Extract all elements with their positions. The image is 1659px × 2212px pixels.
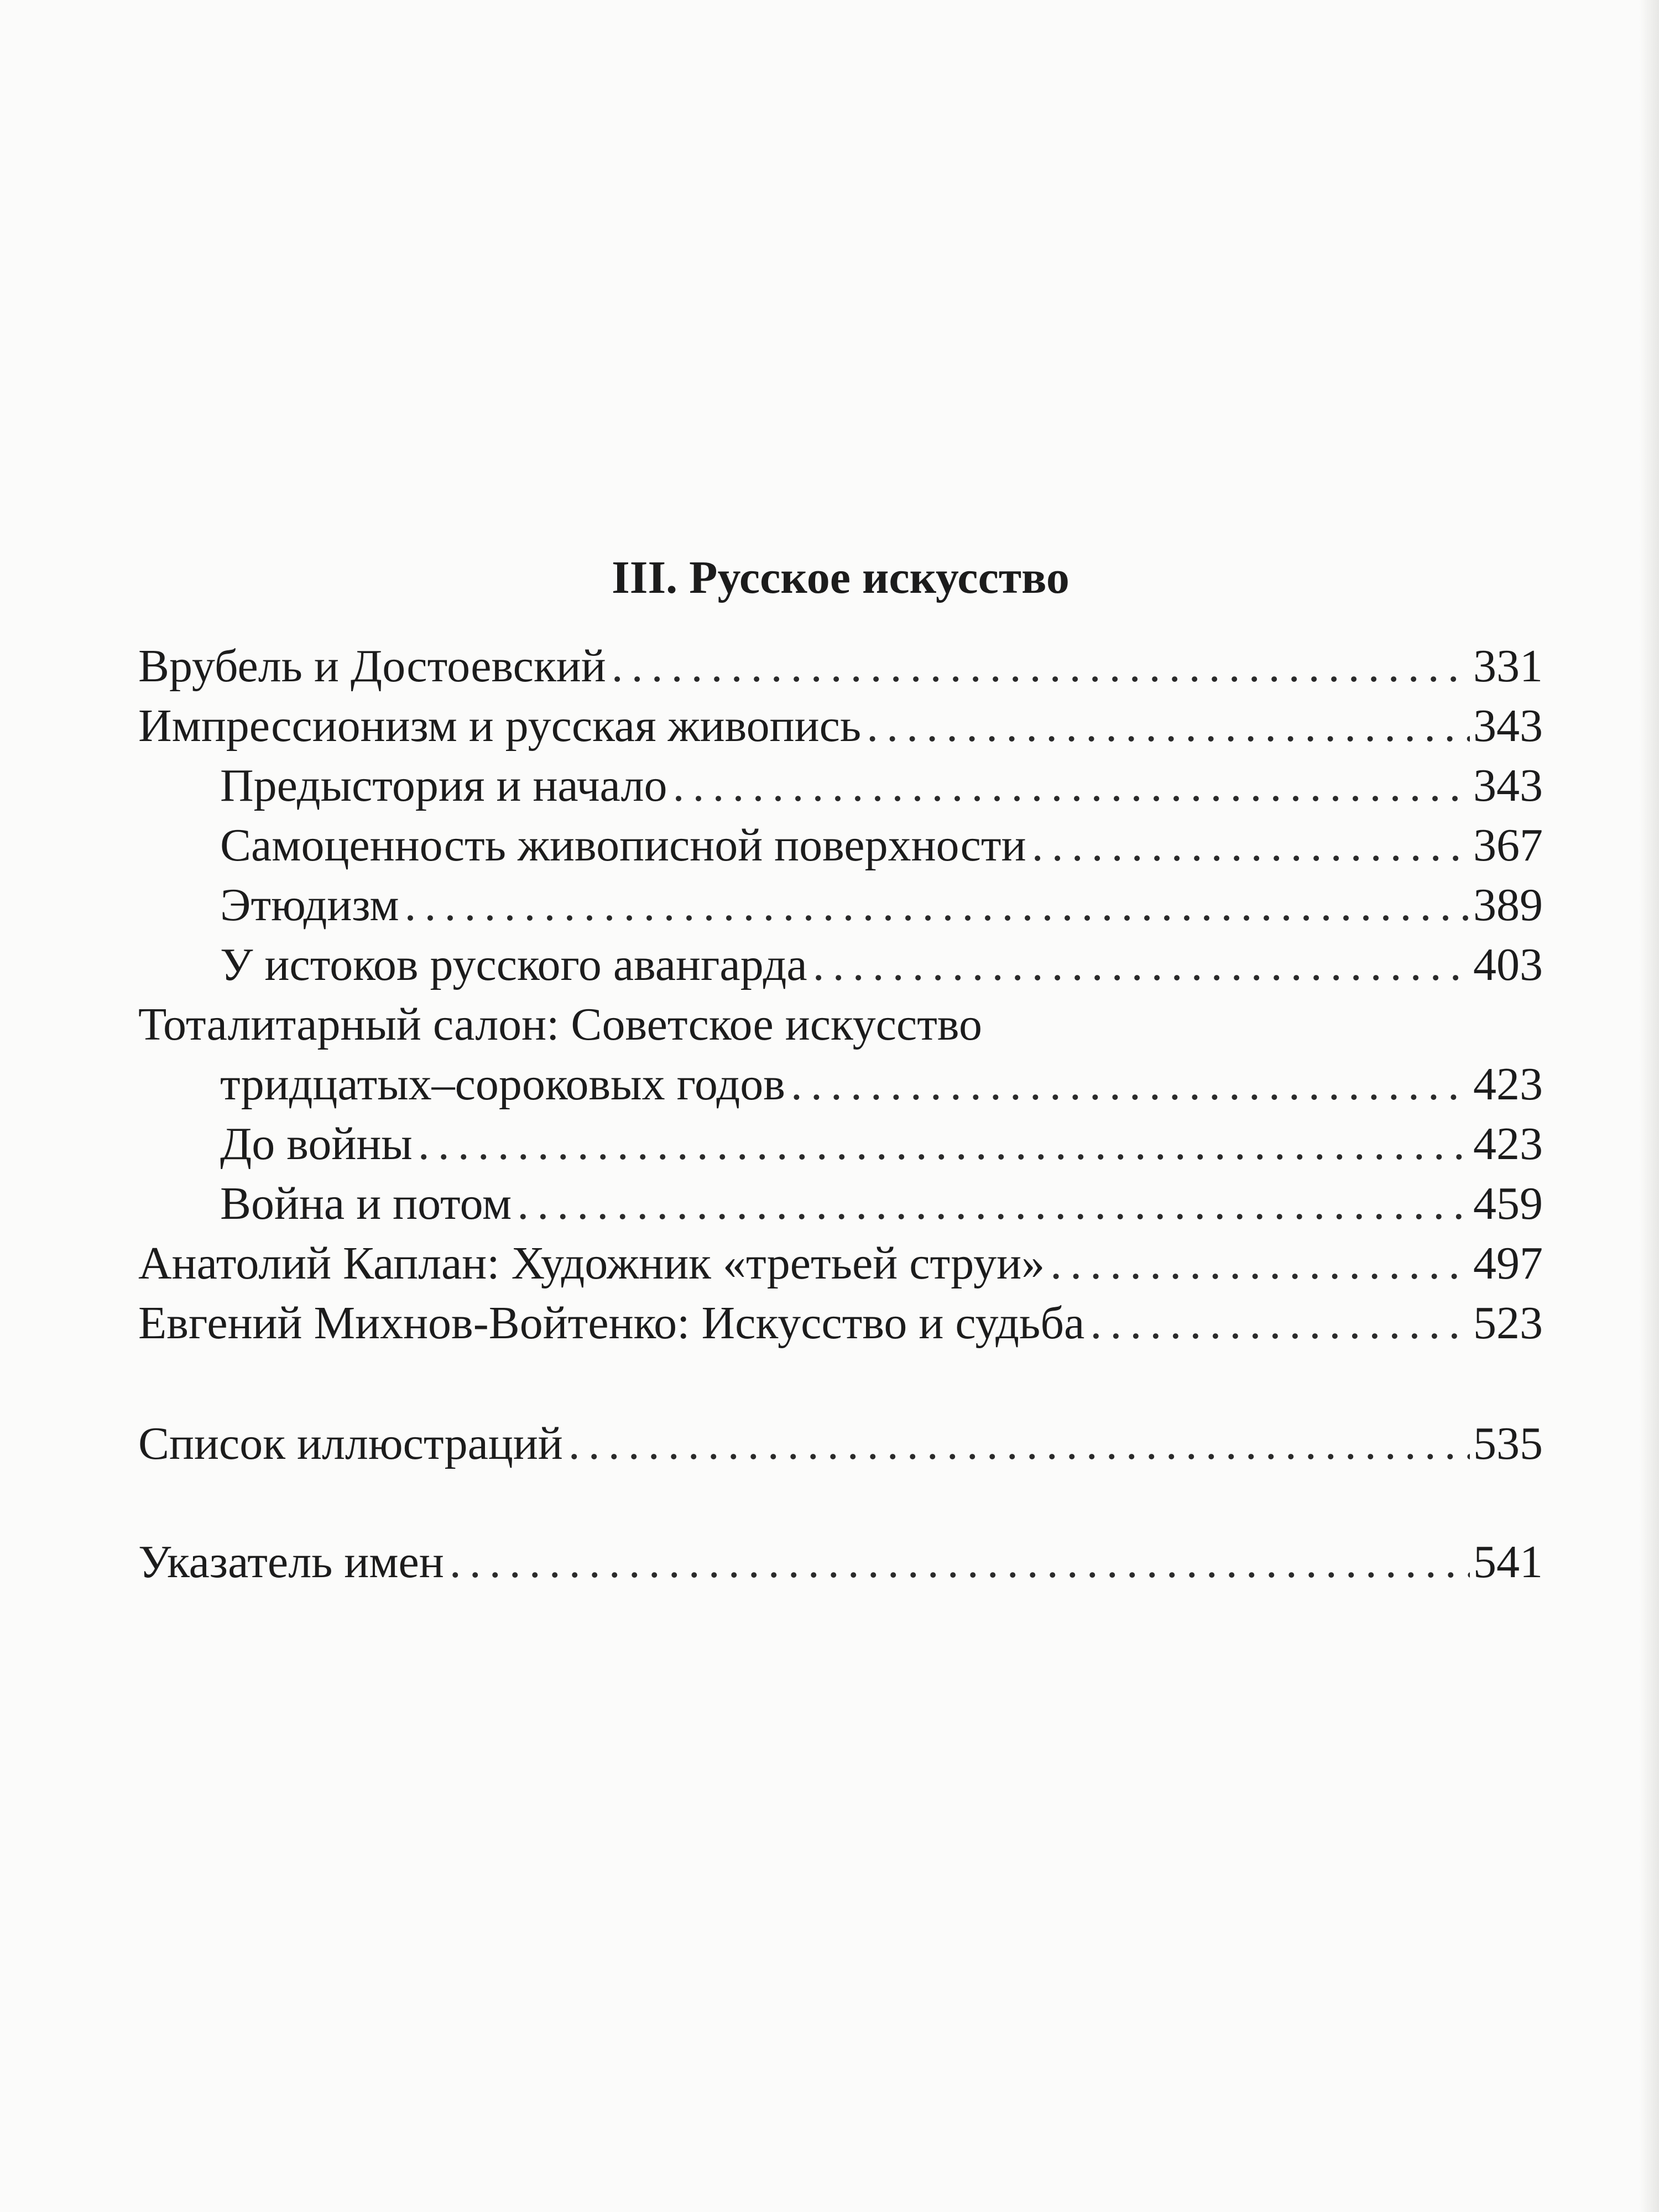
toc-entry-page: 331 (1473, 640, 1543, 692)
toc-subentry-etudism (220, 875, 1543, 936)
toc-subentry-avantgarde (220, 935, 1543, 995)
toc-entry-page: 403 (1473, 939, 1543, 990)
toc-entry-title: Импрессионизм и русская живопись (138, 700, 862, 752)
dot-leader (1032, 815, 1470, 876)
toc-entry-page: 497 (1473, 1238, 1543, 1289)
toc-entry-vrubel (138, 636, 1543, 697)
toc-entry-page: 423 (1473, 1118, 1543, 1170)
toc-entry-title: Тоталитарный салон: Советское искусство (138, 999, 982, 1050)
dot-leader (418, 1114, 1470, 1175)
toc-entry-page: 343 (1473, 760, 1543, 811)
toc-entry-page: 389 (1473, 879, 1543, 931)
toc-subentry-prehistory (220, 755, 1543, 816)
toc-entry-title: Евгений Михнов-Войтенко: Искусство и судьба (138, 1297, 1085, 1349)
toc-entry-title: Этюдизм (220, 879, 399, 931)
toc-entry-page: 367 (1473, 820, 1543, 871)
toc-entry-title: Война и потом (220, 1178, 512, 1229)
toc-entry-totalitarian-salon-cont (220, 1054, 1543, 1115)
toc-entry-title: До войны (220, 1118, 413, 1170)
dot-leader (791, 1054, 1470, 1115)
toc-entry-page: 535 (1473, 1418, 1543, 1469)
toc-entry-impressionism (138, 696, 1543, 757)
toc-entry-title: Врубель и Достоевский (138, 640, 606, 692)
toc-entry-title: Самоценность живописной поверхности (220, 820, 1026, 871)
dot-leader (450, 1532, 1470, 1593)
toc-entry-illustrations (138, 1413, 1543, 1474)
toc-entry-title: тридцатых–сороковых годов (220, 1058, 785, 1110)
toc-entry-page: 541 (1473, 1536, 1543, 1588)
toc-entry-title: Предыстория и начало (220, 760, 667, 811)
toc-entry-kaplan (138, 1233, 1543, 1294)
toc-entry-page: 423 (1473, 1058, 1543, 1110)
dot-leader (405, 875, 1470, 936)
dot-leader (568, 1413, 1470, 1474)
toc-entry-title: У истоков русского авангарда (220, 939, 807, 990)
toc-entry-title: Список иллюстраций (138, 1418, 563, 1469)
toc-entry-totalitarian-salon (138, 994, 1543, 1055)
dot-leader (517, 1173, 1470, 1234)
toc-entry-page: 523 (1473, 1297, 1543, 1349)
toc-entry-title: Анатолий Каплан: Художник «третьей струи» (138, 1238, 1045, 1289)
dot-leader (673, 755, 1470, 816)
toc-subentry-before-war (220, 1114, 1543, 1175)
toc-subentry-war-and-after (220, 1173, 1543, 1234)
toc-entry-name-index (138, 1532, 1543, 1593)
dot-leader (612, 636, 1470, 697)
dot-leader (1050, 1233, 1470, 1294)
toc-entry-title: Указатель имен (138, 1536, 444, 1588)
dot-leader (867, 696, 1470, 757)
dot-leader (1090, 1293, 1470, 1354)
toc-entry-page: 459 (1473, 1178, 1543, 1229)
toc-subentry-surface (220, 815, 1543, 876)
dot-leader (813, 935, 1470, 995)
page-edge-shadow (1639, 0, 1659, 2212)
toc-entry-page: 343 (1473, 700, 1543, 752)
toc-entry-mikhnov-voitenko (138, 1293, 1543, 1354)
section-title: III. Русское искусство (612, 552, 1070, 603)
